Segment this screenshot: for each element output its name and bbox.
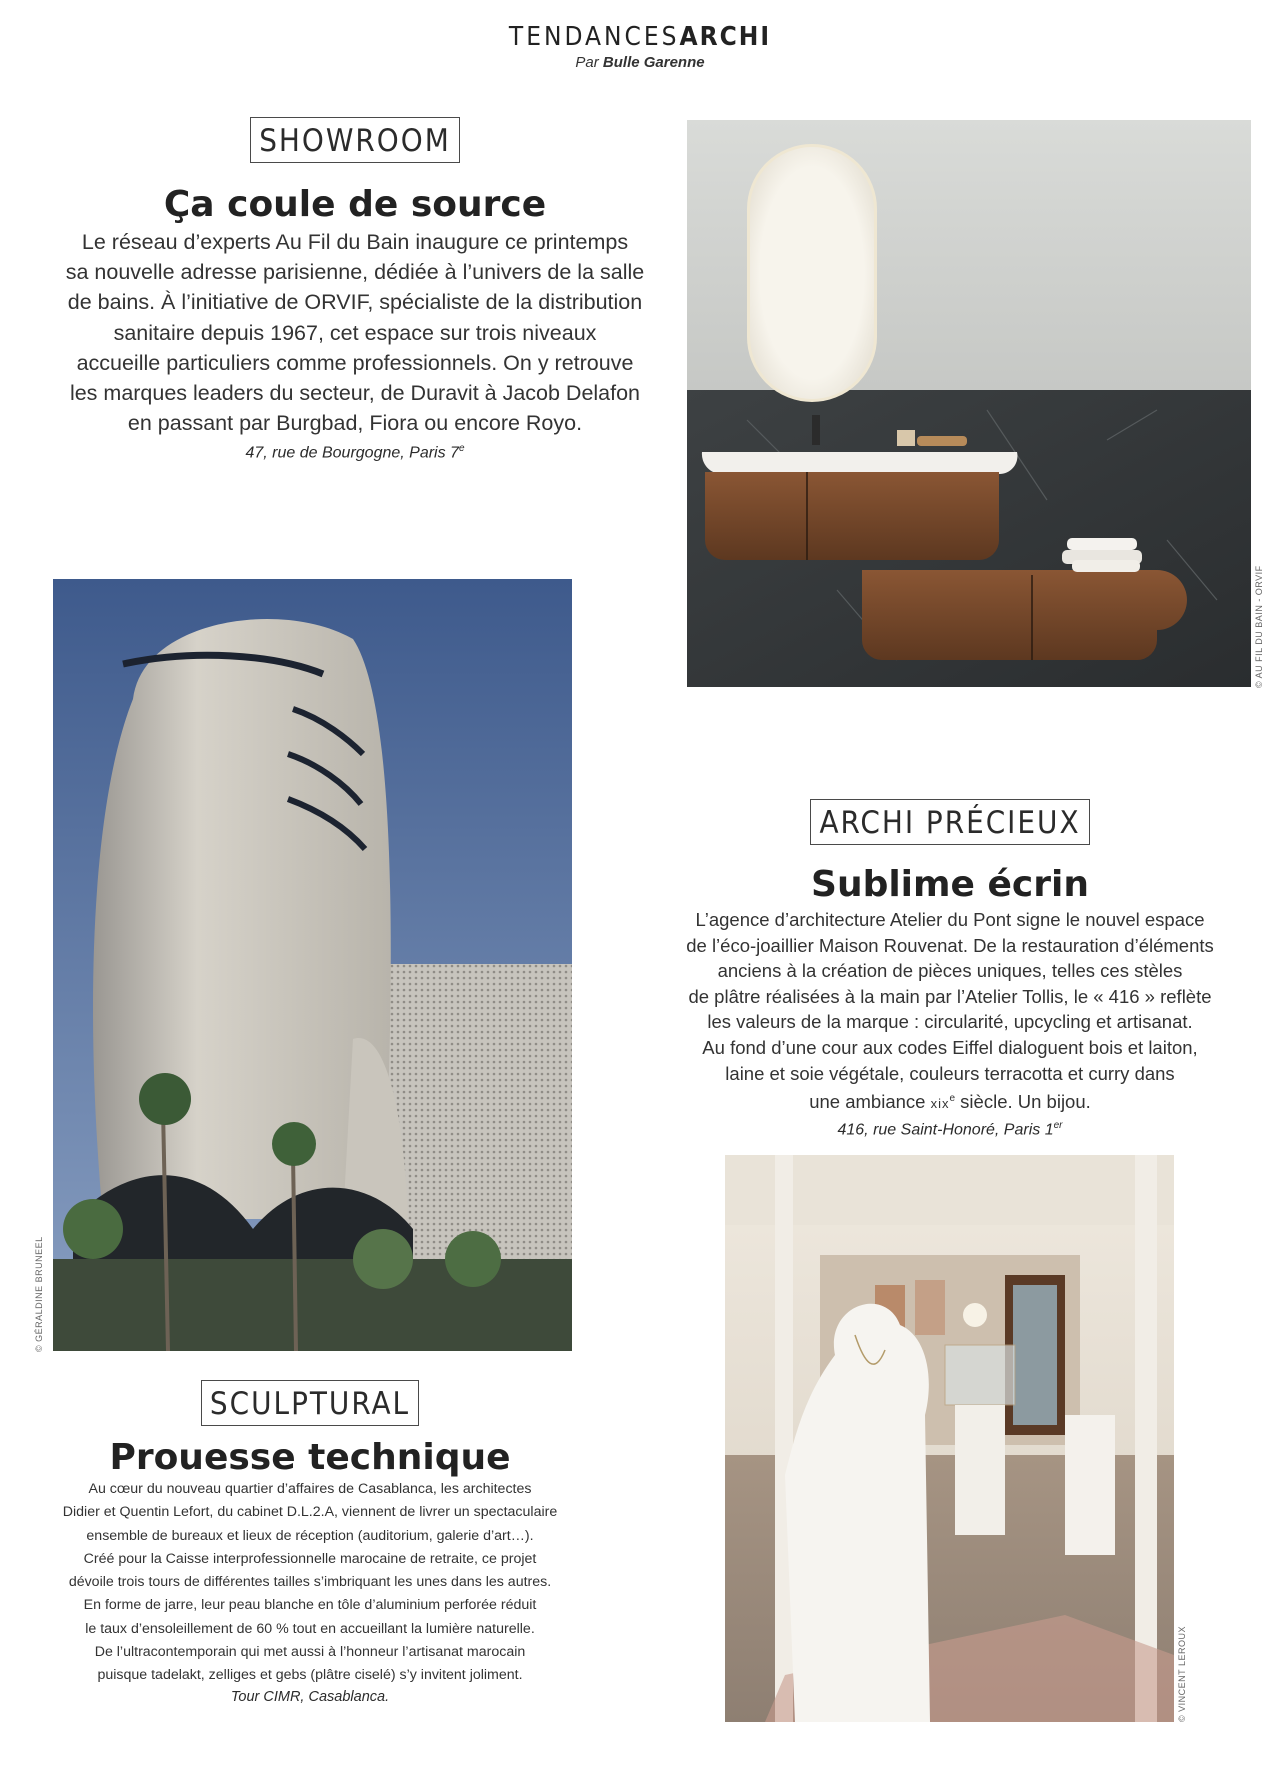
sculptural-article — [20, 1380, 600, 1705]
jewelry-photo-credit: © VINCENT LEROUX — [1177, 1626, 1187, 1722]
bathroom-photo — [687, 120, 1251, 687]
address-sup: e — [458, 443, 465, 455]
archi-label: ARCHI PRÉCIEUX — [810, 799, 1089, 845]
byline-author: Bulle Garenne — [602, 54, 705, 71]
address-text: 47, rue de Bourgogne, Paris 7 — [245, 444, 459, 462]
brand-bold: ARCHI — [679, 22, 772, 52]
body-line: Didier et Quentin Lefort, du cabinet D.L.2.A, viennent de livrer un spectaculaire — [62, 1504, 558, 1521]
byline — [0, 54, 1280, 71]
sculptural-title: Prouesse technique — [109, 1437, 511, 1478]
archi-body — [640, 907, 1260, 1117]
body-line-last — [640, 1086, 1260, 1117]
body-line: en passant par Burgbad, Fiora ou encore Royo. — [127, 411, 583, 436]
sculptural-address: Tour CIMR, Casablanca. — [230, 1688, 390, 1705]
century-smallcaps: xix — [930, 1096, 950, 1112]
address-text: 416, rue Saint-Honoré, Paris 1 — [837, 1121, 1054, 1139]
showroom-address — [30, 443, 680, 462]
showroom-article — [30, 117, 680, 463]
brand-light: TENDANCES — [508, 22, 680, 52]
body-line: de l’éco-joaillier Maison Rouvenat. De la restauration d’éléments — [686, 934, 1214, 956]
archi-title: Sublime écrin — [811, 864, 1089, 905]
body-line: accueille particuliers comme professionnels. On y retrouve — [76, 350, 634, 375]
body-line: dévoile trois tours de différentes tailles s’imbriquant les unes dans les autres. — [68, 1574, 552, 1591]
body-line: Au fond d’une cour aux codes Eiffel dialoguent bois et laiton, — [702, 1036, 1198, 1058]
sculptural-label: SCULPTURAL — [201, 1380, 419, 1426]
body-line: Créé pour la Caisse interprofessionnelle marocaine de retraite, ce projet — [83, 1550, 537, 1567]
body-line: L’agence d’architecture Atelier du Pont signe le nouvel espace — [695, 909, 1205, 930]
bathroom-photo-credit: © AU FIL DU BAIN - ORVIF — [1254, 565, 1264, 688]
body-line: sanitaire depuis 1967, cet espace sur trois niveaux — [113, 320, 597, 345]
body-line: les valeurs de la marque : circularité, upcycling et artisanat. — [707, 1011, 1193, 1033]
body-line: laine et soie végétale, couleurs terracotta et curry dans — [725, 1062, 1175, 1084]
body-line: anciens à la création de pièces uniques, telles ces stèles — [717, 960, 1183, 982]
archi-article — [640, 799, 1260, 1139]
byline-prefix: Par — [575, 54, 603, 71]
body-line: les marques leaders du secteur, de Duravit à Jacob Delafon — [69, 381, 641, 406]
tower-photo — [53, 579, 572, 1351]
body-line: De l’ultracontemporain qui met aussi à l’honneur l’artisanat marocain — [94, 1644, 526, 1661]
jewelry-store-photo — [725, 1155, 1174, 1722]
line-text: une ambiance — [809, 1091, 931, 1113]
body-line: de bains. À l’initiative de ORVIF, spécialiste de la distribution — [67, 290, 643, 315]
line-text: siècle. Un bijou. — [955, 1091, 1091, 1113]
section-brand — [0, 22, 1280, 52]
body-line: le taux d’ensoleillement de 60 % tout en accueillant la lumière naturelle. — [85, 1620, 535, 1637]
magazine-header — [0, 22, 1280, 71]
jewelry-store-illustration — [725, 1155, 1174, 1722]
body-line: de plâtre réalisées à la main par l’Atelier Tollis, le « 416 » reflète — [688, 985, 1212, 1007]
body-line: En forme de jarre, leur peau blanche en tôle d’aluminium perforée réduit — [83, 1597, 537, 1614]
showroom-body — [30, 227, 680, 438]
tower-illustration — [53, 579, 572, 1351]
body-line: ensemble de bureaux et lieux de réception (auditorium, galerie d’art…). — [86, 1527, 534, 1544]
body-line: Le réseau d’experts Au Fil du Bain inaugure ce printemps — [81, 230, 629, 254]
body-line: puisque tadelakt, zelliges et gebs (plâtre ciselé) s’y invitent joliment. — [97, 1667, 523, 1684]
showroom-label: SHOWROOM — [250, 117, 460, 163]
sculptural-body — [20, 1478, 600, 1688]
archi-address — [640, 1120, 1260, 1139]
address-sup: er — [1053, 1119, 1063, 1131]
tower-photo-credit: © GÉRALDINE BRUNEEL — [34, 1236, 44, 1352]
body-line: Au cœur du nouveau quartier d’affaires de Casablanca, les architectes — [88, 1481, 532, 1497]
bathroom-illustration — [687, 120, 1251, 687]
body-line: sa nouvelle adresse parisienne, dédiée à l’univers de la salle — [65, 260, 645, 285]
century-sup: e — [949, 1093, 956, 1105]
showroom-title: Ça coule de source — [163, 184, 547, 225]
